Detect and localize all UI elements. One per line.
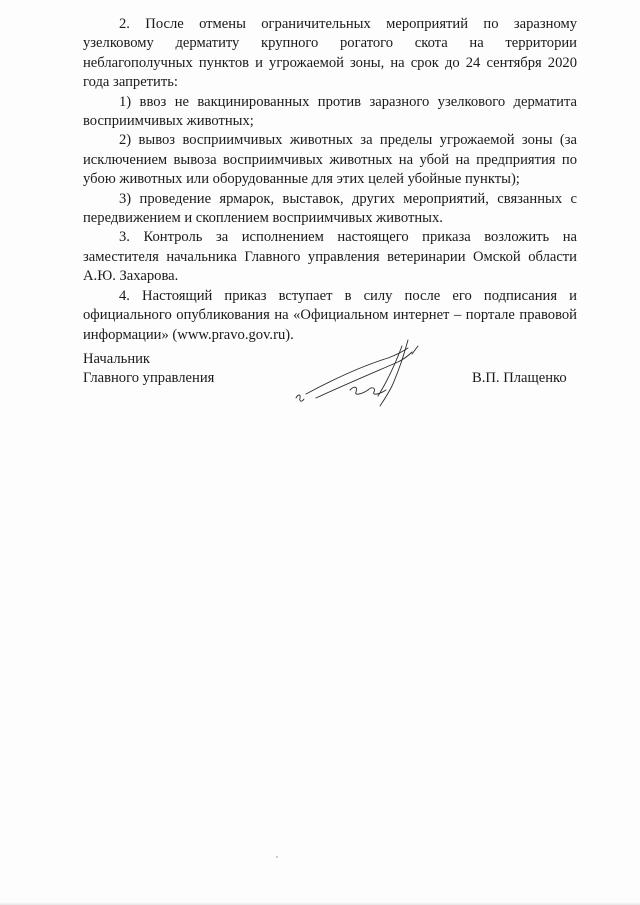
signatory-name: В.П. Плащенко [472, 370, 567, 386]
paragraph-item-2: 2. После отмены ограничительных мероприятий по заразному узелковому дерматиту крупного рогатого скота на территории неблагополучных пунктов и угрожаемой зоны, на срок до 24 сентября 2020 года запретить: [83, 16, 577, 91]
paragraph-subitem-3: 3) проведение ярмарок, выставок, других мероприятий, связанных с передвижением и скоплением восприимчивых животных. [83, 190, 577, 227]
paragraph-subitem-1: 1) ввоз не вакцинированных против заразного узелкового дерматита восприимчивых животных; [83, 93, 577, 130]
scan-speck [276, 856, 278, 858]
paragraph-subitem-2: 2) вывоз восприимчивых животных за пределы угрожаемой зоны (за исключением вывоза восприимчивых животных на убой на предприятия по убою животных или оборудованные для этих целей убойные пункты); [83, 132, 577, 188]
signatory-position [83, 350, 214, 389]
paragraph-item-4: 4. Настоящий приказ вступает в силу после его подписания и официального опубликования на «Официальном интернет – портале правовой информации» (www.pravo.gov.ru). [83, 287, 577, 343]
handwritten-signature [292, 336, 432, 416]
paragraph-item-3: 3. Контроль за исполнением настоящего приказа возложить на заместителя начальника Главного управления ветеринарии Омской области А.Ю. Захарова. [83, 229, 577, 285]
signatory-position-line1: Начальник [83, 351, 151, 367]
signatory-position-line2: Главного управления [83, 370, 215, 387]
document-body [83, 15, 577, 345]
